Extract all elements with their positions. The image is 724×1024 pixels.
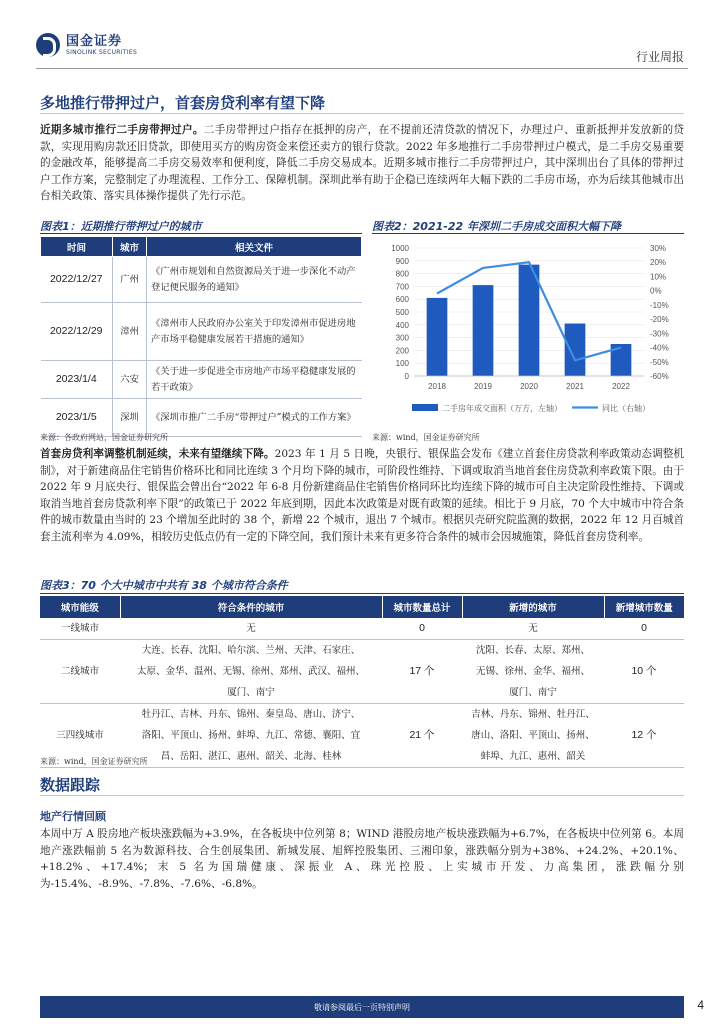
figure2-title: 图表2：2021-22 年深圳二手房成交面积大幅下降 bbox=[372, 220, 621, 233]
city-cell: 广州 bbox=[113, 257, 147, 303]
new-count-cell: 10 个 bbox=[604, 640, 684, 704]
document-cell: 《关于进一步促进全市房地产市场平稳健康发展的若干政策》 bbox=[147, 361, 362, 399]
table-row bbox=[41, 257, 362, 303]
left-axis-tick-label: 800 bbox=[395, 269, 409, 279]
figure2-rule bbox=[372, 233, 684, 234]
section-divider bbox=[40, 795, 684, 796]
tier-cell: 二线城市 bbox=[40, 640, 120, 704]
column-header: 相关文件 bbox=[147, 237, 362, 257]
logo-name-cn: 国金证券 bbox=[66, 33, 123, 49]
right-axis-tick-label: -40% bbox=[650, 343, 669, 353]
cities-cell: 无 bbox=[120, 618, 382, 640]
cities-line: 厦门、南宁 bbox=[227, 687, 275, 698]
right-axis-tick-label: 0% bbox=[650, 286, 662, 296]
new-cities-cell bbox=[462, 704, 604, 768]
paragraph-intro bbox=[40, 122, 684, 205]
header-divider bbox=[36, 68, 688, 69]
total-cell: 0 bbox=[382, 618, 462, 640]
cities-line: 太原、金华、温州、无锡、徐州、郑州、武汉、福州、 bbox=[136, 666, 365, 677]
date-cell: 2023/1/5 bbox=[41, 399, 113, 437]
right-axis-tick-label: -20% bbox=[650, 315, 669, 325]
logo-name-en: SINOLINK SECURITIES bbox=[66, 48, 138, 56]
new-count-cell: 0 bbox=[604, 618, 684, 640]
column-header: 新增城市数量 bbox=[604, 596, 684, 618]
left-axis-tick-label: 300 bbox=[395, 333, 409, 343]
bar bbox=[427, 298, 448, 376]
cities-line: 昌、岳阳、湛江、惠州、韶关、北海、桂林 bbox=[160, 751, 342, 762]
column-header: 新增的城市 bbox=[462, 596, 604, 618]
date-cell: 2022/12/29 bbox=[41, 303, 113, 361]
footer-disclaimer: 敬请参阅最后一页特别声明 bbox=[314, 1003, 410, 1012]
new-cities-line: 沈阳、长春、太原、郑州、 bbox=[475, 645, 590, 656]
page-header bbox=[0, 0, 724, 72]
new-cities-cell: 无 bbox=[462, 618, 604, 640]
column-header: 城市 bbox=[113, 237, 147, 257]
date-cell: 2022/12/27 bbox=[41, 257, 113, 303]
section-title: 数据跟踪 bbox=[40, 776, 101, 794]
right-axis-tick-label: 10% bbox=[650, 272, 667, 282]
column-header: 城市数量总计 bbox=[382, 596, 462, 618]
table-row bbox=[41, 361, 362, 399]
document-cell: 《深圳市推广二手房“带押过户”模式的工作方案》 bbox=[147, 399, 362, 437]
left-axis-tick-label: 400 bbox=[395, 320, 409, 330]
section-divider bbox=[40, 113, 684, 114]
x-axis-tick-label: 2022 bbox=[612, 382, 630, 391]
right-axis-tick-label: -10% bbox=[650, 300, 669, 310]
bar bbox=[519, 265, 540, 376]
column-header: 时间 bbox=[41, 237, 113, 257]
document-cell: 《广州市规划和自然资源局关于进一步深化不动产登记便民服务的通知》 bbox=[147, 257, 362, 303]
figure1-source: 来源：各政府网站，国金证券研究所 bbox=[40, 433, 168, 442]
date-cell: 2023/1/4 bbox=[41, 361, 113, 399]
right-axis-tick-label: 20% bbox=[650, 258, 667, 268]
figure3-rule bbox=[40, 593, 684, 594]
cities-cell bbox=[120, 704, 382, 768]
bar bbox=[473, 285, 494, 376]
page-footer bbox=[0, 996, 724, 1024]
new-cities-cell bbox=[462, 640, 604, 704]
new-count-cell: 12 个 bbox=[604, 704, 684, 768]
legend-swatch-bar bbox=[412, 404, 438, 411]
column-header: 城市能级 bbox=[40, 596, 120, 618]
subsection-title: 地产行情回顾 bbox=[40, 810, 106, 823]
legend-label-line: 同比（右轴） bbox=[602, 404, 650, 413]
cities-line: 洛阳、平顶山、扬州、蚌埠、九江、常德、襄阳、宜 bbox=[141, 730, 361, 741]
city-cell: 漳州 bbox=[113, 303, 147, 361]
tier-cell: 一线城市 bbox=[40, 618, 120, 640]
paragraph-lead: 近期多城市推行二手房带押过户。 bbox=[40, 124, 204, 136]
cities-line: 大连、长春、沈阳、哈尔滨、兰州、天津、石家庄、 bbox=[141, 645, 361, 656]
x-axis-tick-label: 2021 bbox=[566, 382, 584, 391]
total-cell: 17 个 bbox=[382, 640, 462, 704]
right-axis-tick-label: -50% bbox=[650, 357, 669, 367]
left-axis-tick-label: 900 bbox=[395, 256, 409, 266]
section-title: 多地推行带押过户，首套房贷利率有望下降 bbox=[40, 94, 326, 112]
bar bbox=[565, 324, 586, 376]
paragraph-market-review: 本周中万 A 股房地产板块涨跌幅为+3.9%，在各板块中位列第 8；WIND 港股房地产板块涨跌幅为+6.7%，在各板块中位列第 6。本周地产涨跌幅前 5 名为数源科技、合生创展集团、新城发展、旭辉控股集团、三湘印象，涨跌幅分别为+38%、+24.2%、+20.1%、+18.2%、+17.4%；末 5 名为国瑞健康、深振业 A、珠光控股、上实城市开发、力高集团，涨跌幅分别为-15.4%、-8.9%、-7.8%、-7.6%、-6.8%。 bbox=[40, 828, 684, 890]
table-row bbox=[40, 618, 684, 640]
table-header-row bbox=[41, 237, 362, 257]
paragraph-rate-policy bbox=[40, 446, 684, 546]
new-cities-line: 厦门、南宁 bbox=[509, 687, 557, 698]
new-cities-line: 吉林、丹东、锦州、牡丹江、 bbox=[471, 709, 595, 720]
page-number: 4 bbox=[697, 998, 704, 1012]
paragraph-body: 二手房带押过户指存在抵押的房产，在不提前还清贷款的情况下，办理过户、重新抵押并发放新的贷款，实现用购房款还旧贷款，即使用买方的购房资金来偿还卖方的银行贷款。2022 年多地推行二手房带押过户模式，是二手房交易重要的金融改革，能够提高二手房交易效率和便利度，降低二手房交易成本。近期多城市推行二手房带押过户，其中深圳出台了具体的带押过户工作方案，完整制定了办理流程、工作分工、保障机制。深圳此举有助于企稳已连续两年大幅下跌的二手房市场，亦为后续其他城市出台相关政策、落实具体操作提供了先行示范。 bbox=[40, 124, 684, 203]
cities-line: 牡丹江、吉林、丹东、锦州、秦皇岛、唐山、济宁、 bbox=[141, 709, 361, 720]
table-header-row bbox=[40, 596, 684, 618]
table-row bbox=[41, 303, 362, 361]
table-row bbox=[41, 399, 362, 437]
column-header: 符合条件的城市 bbox=[120, 596, 382, 618]
x-axis-tick-label: 2020 bbox=[520, 382, 538, 391]
figure2-source: 来源：wind，国金证券研究所 bbox=[372, 433, 480, 442]
paragraph-lead: 首套房贷利率调整机制延续，未来有望继续下降。 bbox=[40, 448, 275, 460]
city-cell: 六安 bbox=[113, 361, 147, 399]
city-cell: 深圳 bbox=[113, 399, 147, 437]
logo-icon bbox=[36, 33, 60, 57]
company-logo bbox=[36, 30, 176, 60]
legend-label-bar: 二手房年成交面积（万方，左轴） bbox=[442, 404, 562, 413]
left-axis-tick-label: 0 bbox=[404, 372, 409, 381]
new-cities-line: 无锡、徐州、金华、福州、 bbox=[475, 666, 590, 677]
x-axis-tick-label: 2019 bbox=[474, 382, 492, 391]
document-cell: 《漳州市人民政府办公室关于印发漳州市促进房地产市场平稳健康发展若干措施的通知》 bbox=[147, 303, 362, 361]
paragraph-body: 2023 年 1 月 5 日晚，央银行、银保监会发布《建立首套住房贷款利率政策动态调整机制》，对于新建商品住宅销售价格环比和同比连续 3 个月均下降的城市，可阶段性维持、下调或取消当地首套住房贷款利率政策下限。由于 2022 年 9 月底央行、银保监会曾出台“2022 年 6-8 月份新建商品住宅销售价格同环比均连续下降的城市可自主决定阶段性维持、下调或取消当地首套房贷款利率下限”的政策已于 2022 年底到期，因此本次政策是对既有政策的延续。相比于 9 月底，70 个大中城市中符合条件的城市数量由当时的 23 个增加至此时的 38 个，新增 22 个城市，退出 7 个城市。根据贝壳研究院监测的数据，2022 年 12 月百城首套主流利率为 4.09%，相较历史低点仍有一定的下降空间，我们预计未来有更多符合条件的城市会因城施策，降低首套房贷利率。 bbox=[40, 448, 684, 543]
right-axis-tick-label: -60% bbox=[650, 372, 669, 381]
left-axis-tick-label: 200 bbox=[395, 346, 409, 356]
figure3-source: 来源：wind，国金证券研究所 bbox=[40, 757, 148, 766]
left-axis-tick-label: 600 bbox=[395, 295, 409, 305]
document-type: 行业周报 bbox=[635, 50, 684, 64]
figure3-title: 图表3：70 个大中城市中共有 38 个城市符合条件 bbox=[40, 579, 288, 592]
x-axis-tick-label: 2018 bbox=[428, 382, 446, 391]
new-cities-line: 蚌埠、九江、惠州、韶关 bbox=[480, 751, 586, 762]
left-axis-tick-label: 700 bbox=[395, 282, 409, 292]
left-axis-tick-label: 500 bbox=[395, 308, 409, 317]
city-policy-table bbox=[40, 236, 362, 437]
new-cities-line: 唐山、洛阳、平顶山、扬州、 bbox=[471, 730, 595, 741]
transaction-area-chart bbox=[372, 236, 684, 426]
figure1-rule bbox=[40, 233, 362, 234]
right-axis-tick-label: 30% bbox=[650, 244, 667, 253]
city-tier-table bbox=[40, 596, 684, 768]
figure1-title: 图表1：近期推行带押过户的城市 bbox=[40, 220, 202, 233]
right-axis-tick-label: -30% bbox=[650, 329, 669, 339]
tier-cell: 三四线城市 bbox=[40, 704, 120, 768]
total-cell: 21 个 bbox=[382, 704, 462, 768]
left-axis-tick-label: 100 bbox=[395, 359, 409, 369]
cities-cell bbox=[120, 640, 382, 704]
table-row bbox=[40, 640, 684, 704]
left-axis-tick-label: 1000 bbox=[391, 244, 409, 253]
